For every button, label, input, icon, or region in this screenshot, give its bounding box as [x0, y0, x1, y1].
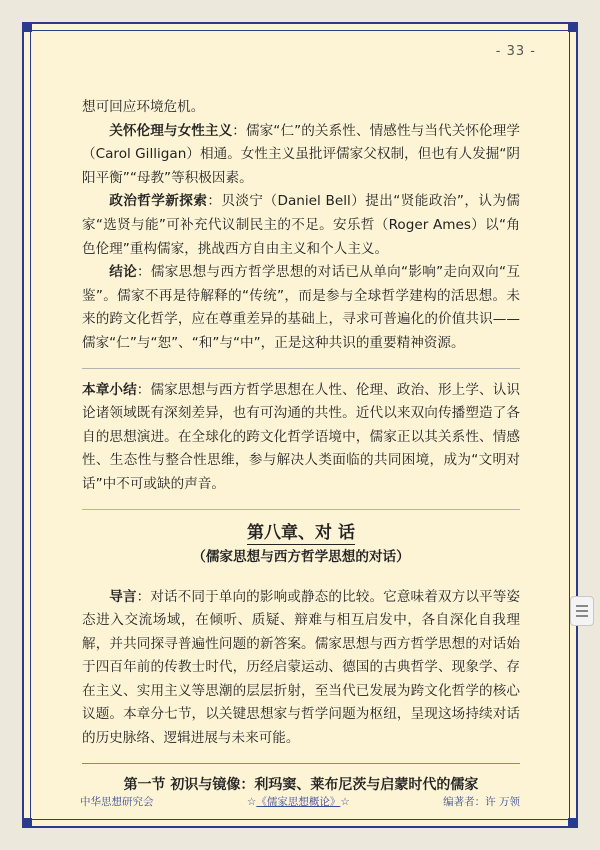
paragraph-text: ：儒家思想与西方哲学思想的对话已从单向“影响”走向双向“互鉴”。儒家不再是待解释的“传统”，而是参与全球哲学建构的活思想。未来的跨文化哲学，应在尊重差异的基础上，寻求可普遍化的价值共识——儒家“仁”与“恕”、“和”与“中”，正是这种共识的重要精神资源。 [82, 264, 520, 351]
footer-book-link[interactable]: 《儒家思想概论》 [256, 796, 341, 808]
menu-line [576, 610, 588, 612]
page-footer [80, 794, 520, 809]
paragraph-continuation: 想可回应环境危机。 [82, 99, 205, 115]
paragraph-text: ：贝淡宁（Daniel Bell）提出“贤能政治”，认为儒家“选贤与能”可补充代议制民主的不足。安乐哲（Roger Ames）以“角色伦理”重构儒家，挑战西方自由主义和个人主义。 [82, 193, 521, 257]
paragraph-label: 关怀伦理与女性主义 [109, 122, 233, 139]
intro-text: ：对话不同于单向的影响或静态的比较。它意味着双方以平等姿态进入交流场域，在倾听、质疑、辩难与相互启发中，各自深化自我理解，并共同探寻普遍性问题的新答案。儒家思想与西方哲学思想的对话始于四百年前的传教士时代，历经启蒙运动、德国的古典哲学、现象学、存在主义、实用主义等思潮的层层折射，至当代已发展为跨文化哲学的核心议题。本章分七节，以关键思想家与哲学问题为枢纽，呈现这场持续对话的历史脉络、逻辑进展与未来可能。 [82, 588, 521, 747]
chapter-title-text: 第八章、对 话 [247, 522, 355, 543]
menu-line [576, 605, 588, 607]
paragraph-care-ethics [82, 120, 520, 191]
summary-label: 本章小结 [82, 381, 137, 398]
corner-ornament-top-right [568, 22, 578, 32]
corner-ornament-top-left [22, 22, 32, 32]
chapter-title [82, 520, 520, 546]
intro-label: 导言 [109, 588, 137, 605]
star-icon: ☆ [340, 796, 350, 808]
footer-publisher: 中华思想研究会 [80, 796, 154, 808]
corner-ornament-bottom-left [22, 818, 32, 828]
divider-line [82, 763, 520, 764]
menu-line [576, 615, 588, 617]
divider-line [82, 509, 520, 510]
summary-text: ：儒家思想与西方哲学思想在人性、伦理、政治、形上学、认识论诸领域既有深刻差异，也有可沟通的共性。近代以来双向传播塑造了各自的思想演进。在全球化的跨文化哲学语境中，儒家正以其关系性、情感性、生态性与整合性思维，参与解决人类面临的共同困境，成为“文明对话”中不可或缺的声音。 [82, 381, 521, 492]
menu-lines-icon[interactable] [570, 596, 594, 626]
footer-author: 编著者：许 万领 [443, 796, 520, 808]
chapter-intro [82, 586, 520, 751]
chapter-subtitle: （儒家思想与西方哲学思想的对话） [192, 548, 410, 565]
paragraph-text: ：儒家“仁”的关系性、情感性与当代关怀伦理学（Carol Gilligan）相通。女性主义虽批评儒家父权制，但也有人发掘“阴阳平衡”“母教”等积极因素。 [82, 122, 520, 186]
paragraph-political-philosophy [82, 190, 520, 261]
paragraph-label: 结论 [109, 264, 137, 281]
star-icon: ☆ [246, 796, 257, 808]
divider-line [82, 368, 520, 369]
page-number: - 33 - [495, 44, 536, 59]
paragraph-conclusion [82, 261, 520, 355]
paragraph-label: 政治哲学新探索 [109, 193, 208, 210]
footer-book-title[interactable] [247, 794, 350, 809]
page-content [82, 96, 520, 797]
corner-ornament-bottom-right [568, 818, 578, 828]
chapter-summary [82, 379, 520, 497]
section-title: 第一节 初识与镜像：利玛窦、莱布尼茨与启蒙时代的儒家 [123, 776, 479, 793]
